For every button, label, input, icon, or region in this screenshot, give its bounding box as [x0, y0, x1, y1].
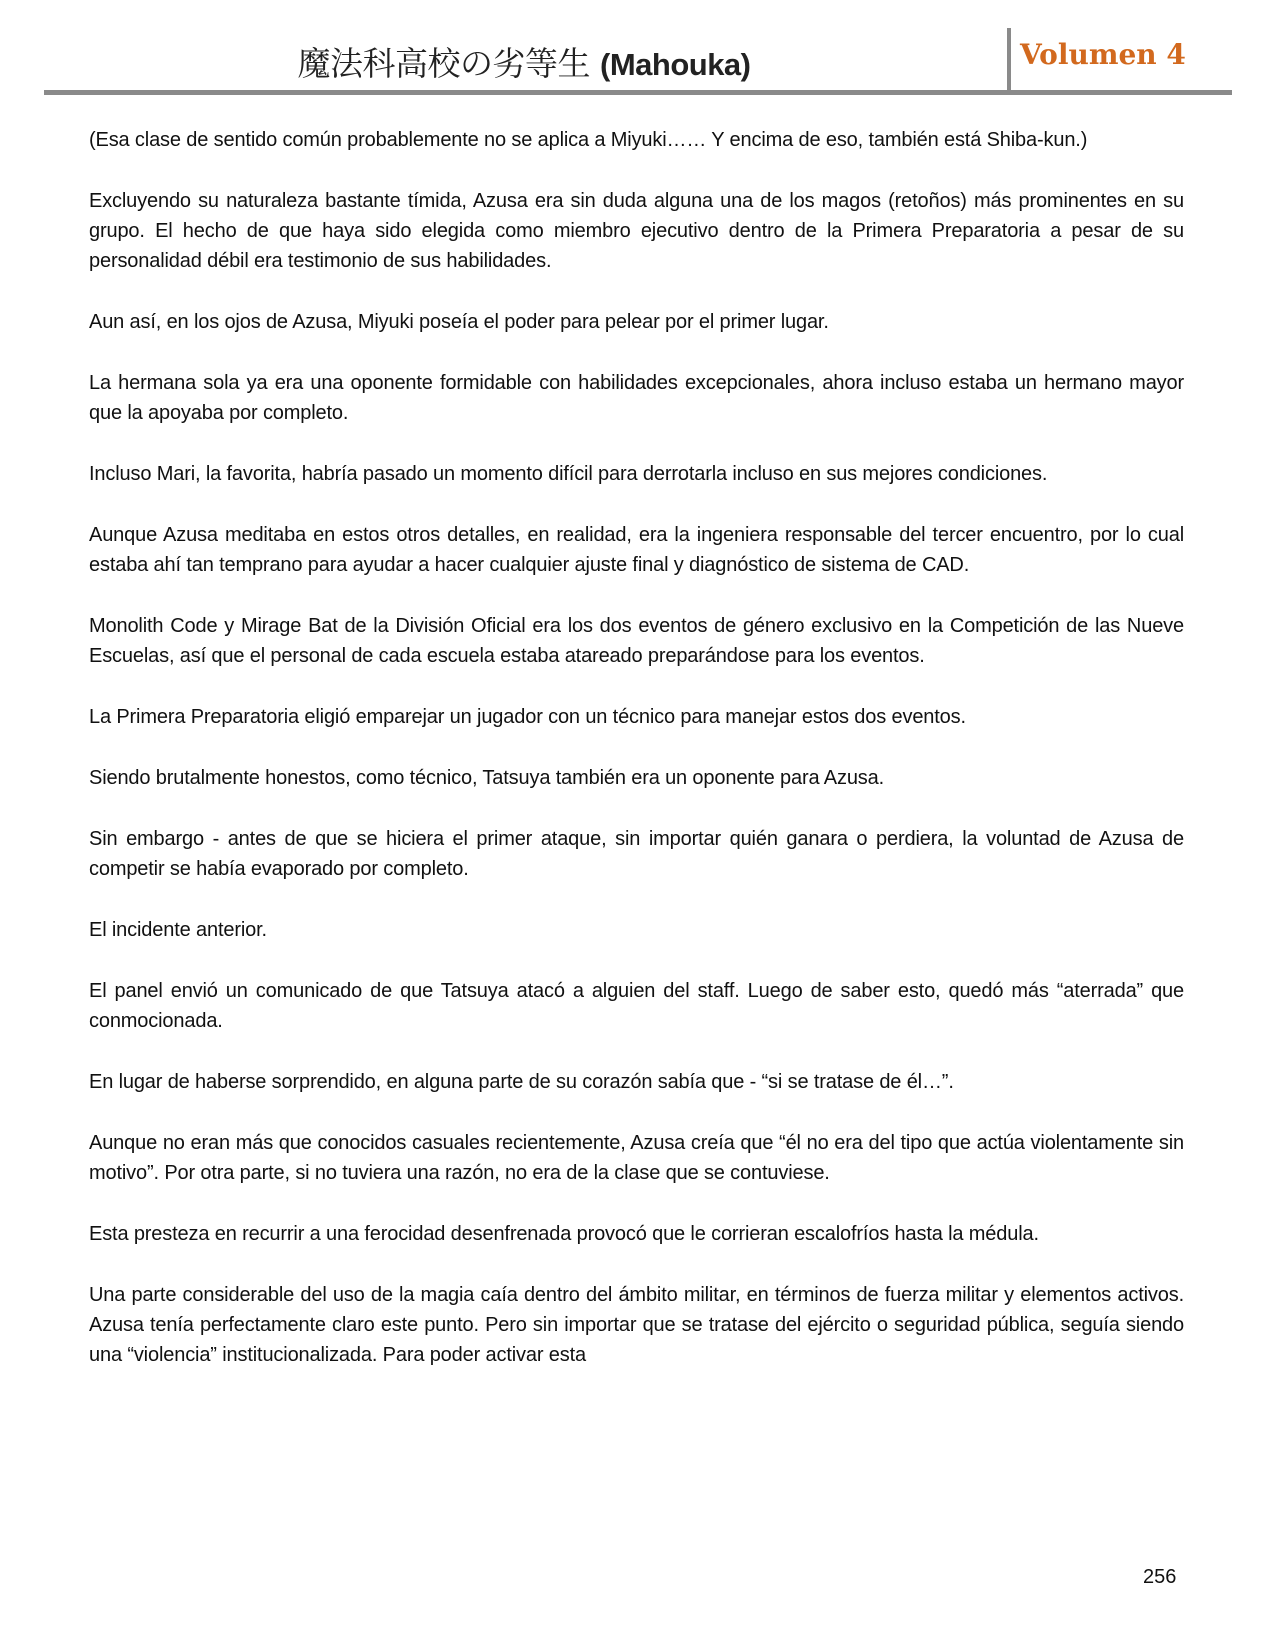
paragraph: El panel envió un comunicado de que Tatsuya atacó a alguien del staff. Luego de saber esto, quedó más “aterrada” que conmocionada.: [89, 980, 1184, 1032]
paragraph: Excluyendo su naturaleza bastante tímida, Azusa era sin duda alguna una de los magos (retoños) más prominentes en su grupo. El hecho de que haya sido elegida como miembro ejecutivo dentro de la Primera Preparatoria a pesar de su personalidad débil era testimonio de sus habilidades.: [89, 190, 1184, 272]
paragraph: En lugar de haberse sorprendido, en alguna parte de su corazón sabía que - “si se tratase de él…”.: [89, 1071, 954, 1093]
paragraph: Monolith Code y Mirage Bat de la División Oficial era los dos eventos de género exclusivo en la Competición de las Nueve Escuelas, así que el personal de cada escuela estaba atareado preparándose para los eventos.: [89, 615, 1184, 667]
paragraph: Una parte considerable del uso de la magia caía dentro del ámbito militar, en términos de fuerza militar y elementos activos. Azusa tenía perfectamente claro este punto. Pero sin importar que se tratase del ejército o seguridad pública, seguía siendo una “violencia” institucionalizada. Para poder activar esta: [89, 1284, 1184, 1366]
paragraph: El incidente anterior.: [89, 919, 267, 941]
page-header: [44, 28, 1232, 90]
paragraph: La Primera Preparatoria eligió emparejar un jugador con un técnico para manejar estos dos eventos.: [89, 706, 966, 728]
paragraph: Aun así, en los ojos de Azusa, Miyuki poseía el poder para pelear por el primer lugar.: [89, 311, 829, 333]
book-title-japanese: 魔法科高校の劣等生: [297, 44, 590, 83]
paragraph: Incluso Mari, la favorita, habría pasado un momento difícil para derrotarla incluso en sus mejores condiciones.: [89, 463, 1048, 485]
page-number: 256: [1143, 1566, 1177, 1588]
header-rule: [44, 90, 1232, 95]
page-body: [89, 125, 1184, 1401]
book-title-latin: (Mahouka): [600, 47, 751, 82]
paragraph: La hermana sola ya era una oponente formidable con habilidades excepcionales, ahora incluso estaba un hermano mayor que la apoyaba por completo.: [89, 372, 1184, 424]
book-title: [44, 38, 1004, 85]
paragraph: Aunque no eran más que conocidos casuales recientemente, Azusa creía que “él no era del tipo que actúa violentamente sin motivo”. Por otra parte, si no tuviera una razón, no era de la clase que se contuviese.: [89, 1132, 1184, 1184]
paragraph: (Esa clase de sentido común probablemente no se aplica a Miyuki…… Y encima de eso, también está Shiba-kun.): [89, 129, 1088, 151]
volume-label: Volumen 4: [1020, 38, 1186, 71]
paragraph: Esta presteza en recurrir a una ferocidad desenfrenada provocó que le corrieran escalofríos hasta la médula.: [89, 1223, 1039, 1245]
paragraph: Siendo brutalmente honestos, como técnico, Tatsuya también era un oponente para Azusa.: [89, 767, 885, 789]
header-vertical-divider: [1007, 28, 1011, 90]
paragraph: Aunque Azusa meditaba en estos otros detalles, en realidad, era la ingeniera responsable del tercer encuentro, por lo cual estaba ahí tan temprano para ayudar a hacer cualquier ajuste final y diagnóstico de sistema de CAD.: [89, 524, 1184, 576]
paragraph: Sin embargo - antes de que se hiciera el primer ataque, sin importar quién ganara o perdiera, la voluntad de Azusa de competir se había evaporado por completo.: [89, 828, 1184, 880]
